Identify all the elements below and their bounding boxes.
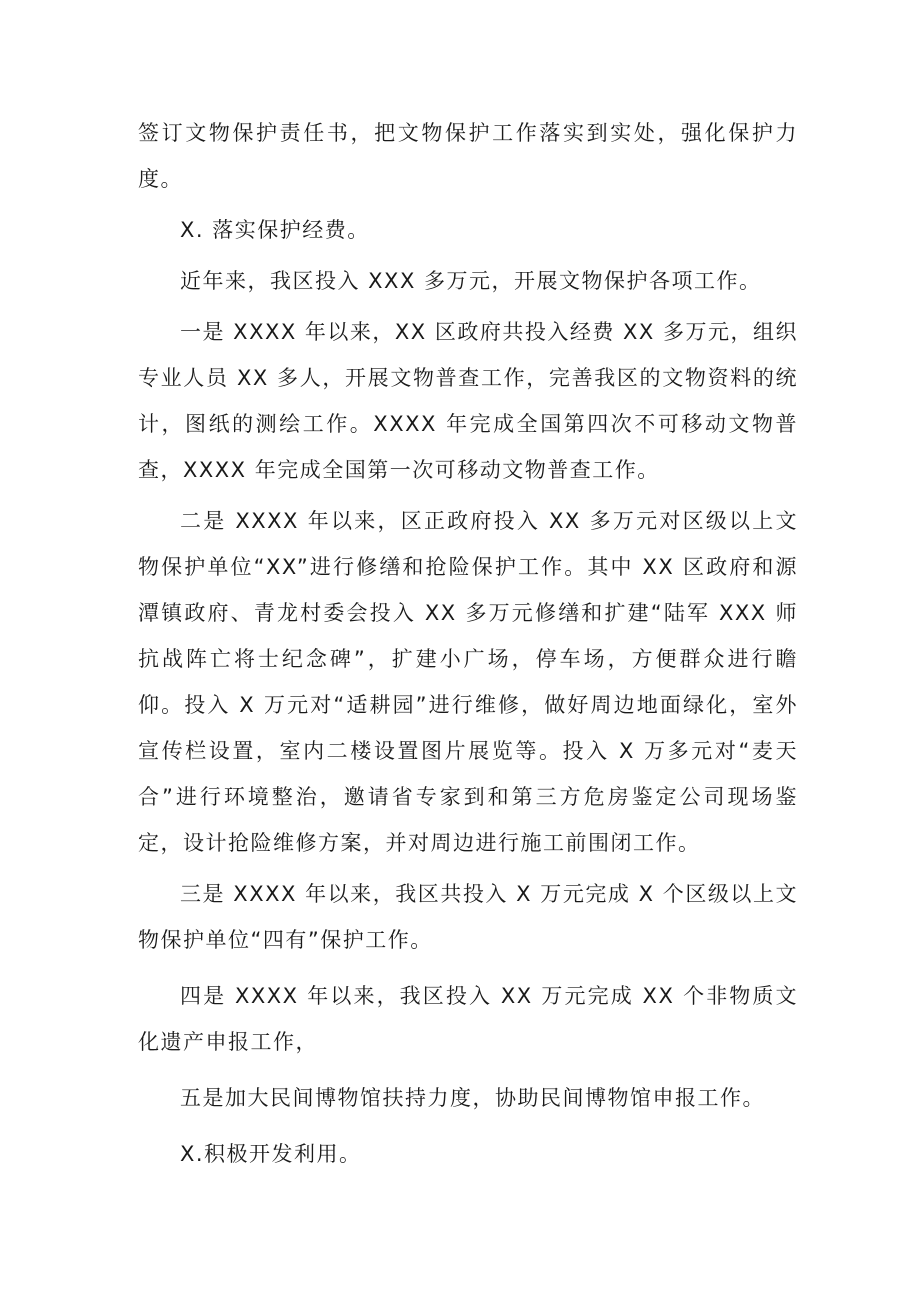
document-body (138, 110, 798, 1177)
paragraph-item-three: 三是 XXXX 年以来，我区共投入 X 万元完成 X 个区级以上文物保护单位“四有”保护工作。 (138, 882, 798, 952)
paragraph-heading-development: X.积极开发利用。 (180, 1142, 362, 1166)
paragraph-recent-years: 近年来，我区投入 XXX 多万元，开展文物保护各项工作。 (180, 269, 762, 293)
paragraph-heading-funding: X. 落实保护经费。 (180, 218, 370, 242)
paragraph-responsibility: 签订文物保护责任书，把文物保护工作落实到实处，强化保护力度。 (138, 121, 798, 191)
paragraph-item-two: 二是 XXXX 年以来，区正政府投入 XX 多万元对区级以上文物保护单位“XX”进行修缮和抢险保护工作。其中 XX 区政府和源潭镇政府、青龙村委会投入 XX 多万元修缮和扩建“陆军 XXX 师抗战阵亡将士纪念碑”，扩建小广场，停车场，方便群众进行瞻仰。投入 X 万元对“适耕园”进行维修，做好周边地面绿化，室外宣传栏设置，室内二楼设置图片展览等。投入 X 万多元对“麦天合”进行环境整治，邀请省专家到和第三方危房鉴定公司现场鉴定，设计抢险维修方案，并对周边进行施工前围闭工作。 (138, 509, 798, 855)
paragraph-item-four: 四是 XXXX 年以来，我区投入 XX 万元完成 XX 个非物质文化遗产申报工作， (138, 984, 798, 1054)
paragraph-item-one: 一是 XXXX 年以来，XX 区政府共投入经费 XX 多万元，组织专业人员 XX 多人，开展文物普查工作，完善我区的文物资料的统计，图纸的测绘工作。XXXX 年完成全国第四次不可移动文物普查，XXXX 年完成全国第一次可移动文物普查工作。 (138, 320, 798, 482)
paragraph-item-five: 五是加大民间博物馆扶持力度，协助民间博物馆申报工作。 (180, 1086, 765, 1110)
